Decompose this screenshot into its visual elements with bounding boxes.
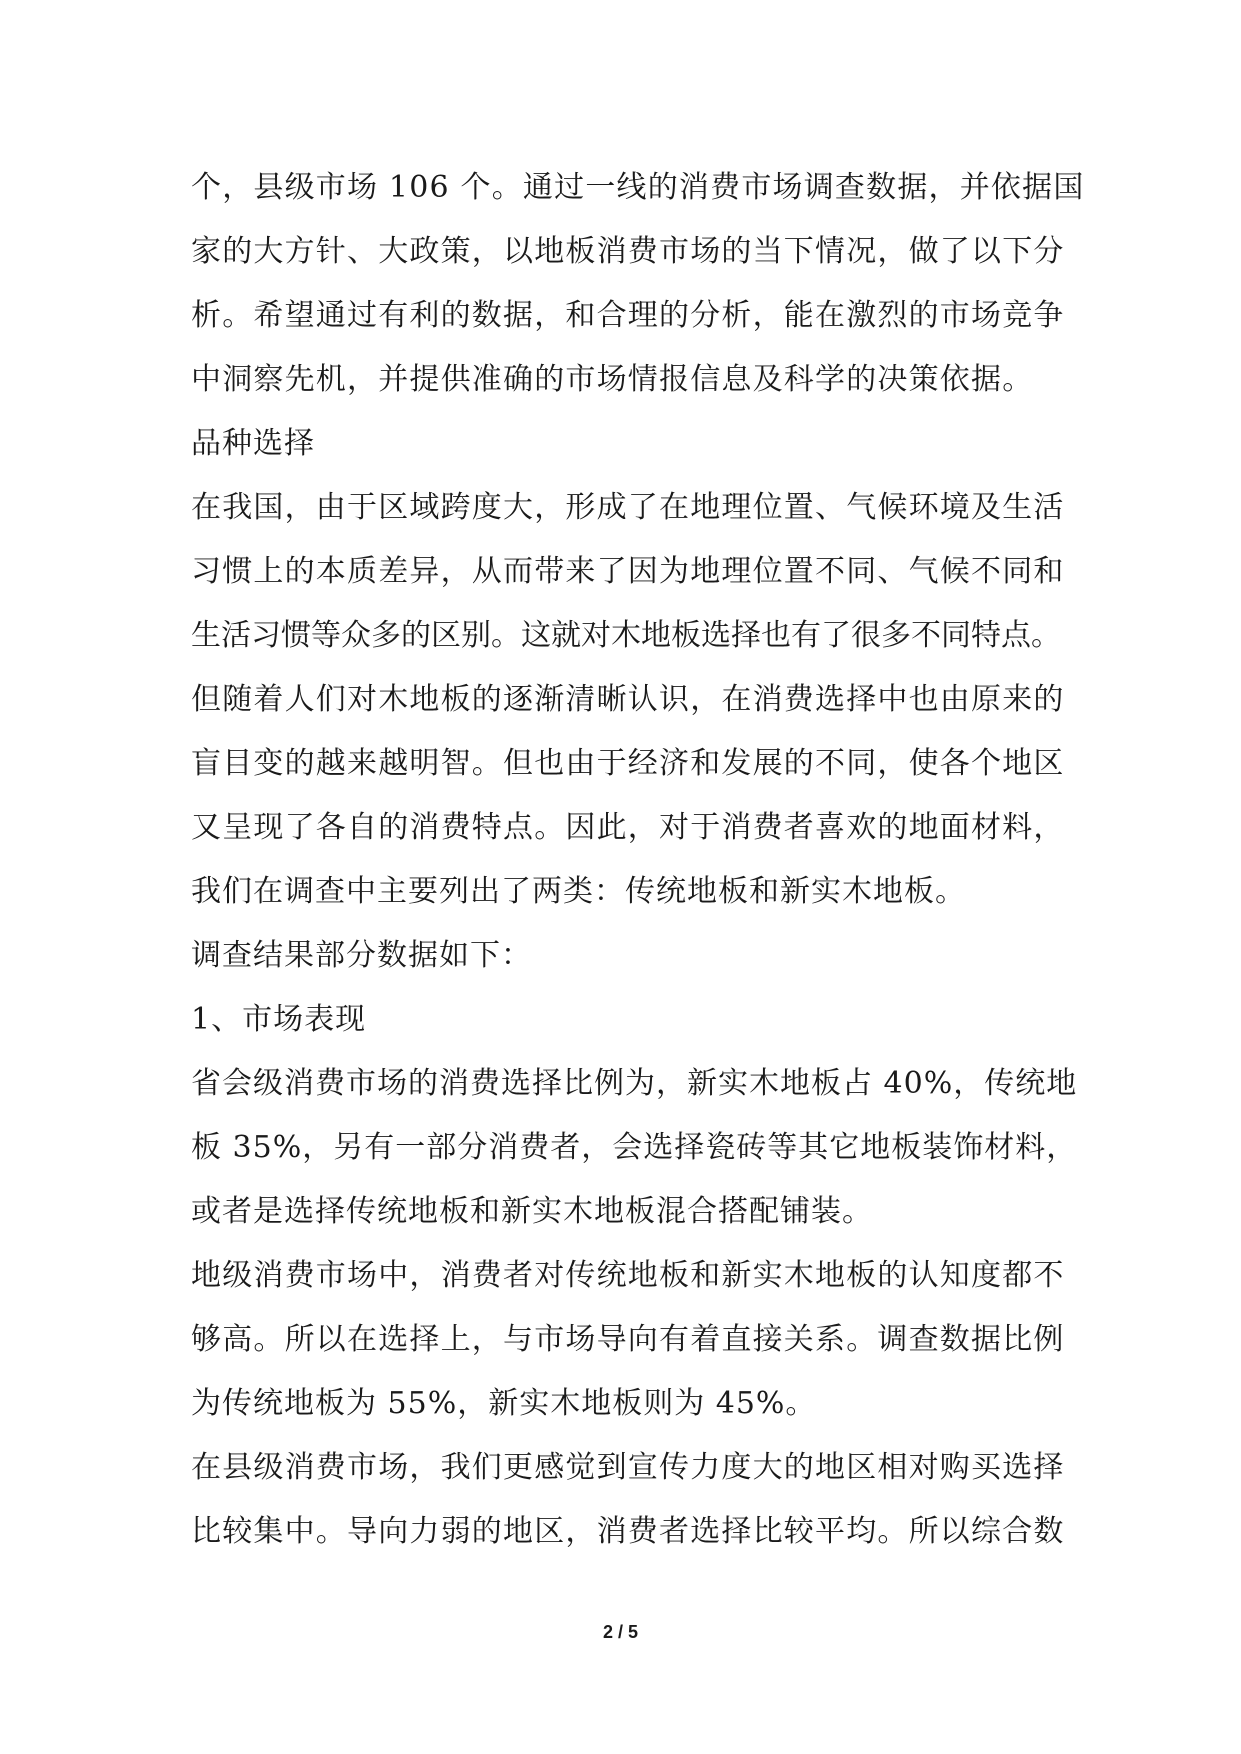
text-line: 比较集中。导向力弱的地区，消费者选择比较平均。所以综合数 [191,1514,1065,1549]
section-heading-market: 1、市场表现 [191,1002,367,1037]
text-line: 地级消费市场中，消费者对传统地板和新实木地板的认知度都不 [191,1258,1065,1293]
page-number: 2 / 5 [602,1622,639,1642]
text-line: 又呈现了各自的消费特点。因此，对于消费者喜欢的地面材料， [191,810,1065,845]
text-line: 板 35%，另有一部分消费者，会选择瓷砖等其它地板装饰材料， [191,1130,1078,1165]
text-line: 析。希望通过有利的数据，和合理的分析，能在激烈的市场竞争 [191,298,1065,333]
text-line: 或者是选择传统地板和新实木地板混合搭配铺装。 [191,1194,873,1229]
body-text [191,156,1085,1564]
text-line: 在我国，由于区域跨度大，形成了在地理位置、气候环境及生活 [191,490,1065,525]
text-line: 生活习惯等众多的区别。这就对木地板选择也有了很多不同特点。 [191,618,1061,653]
text-line: 调查结果部分数据如下： [191,938,532,973]
text-line: 省会级消费市场的消费选择比例为，新实木地板占 40%，传统地 [191,1066,1078,1101]
text-line: 在县级消费市场，我们更感觉到宣传力度大的地区相对购买选择 [191,1450,1065,1485]
text-line: 个，县级市场 106 个。通过一线的消费市场调查数据，并依据国 [191,170,1085,205]
text-line: 盲目变的越来越明智。但也由于经济和发展的不同，使各个地区 [191,746,1065,781]
text-line: 家的大方针、大政策，以地板消费市场的当下情况，做了以下分 [191,234,1065,269]
text-line: 为传统地板为 55%，新实木地板则为 45%。 [191,1386,817,1421]
text-line: 中洞察先机，并提供准确的市场情报信息及科学的决策依据。 [191,362,1034,397]
section-heading-variety: 品种选择 [191,426,315,461]
text-line: 习惯上的本质差异，从而带来了因为地理位置不同、气候不同和 [191,554,1065,589]
text-line: 我们在调查中主要列出了两类：传统地板和新实木地板。 [191,874,966,909]
text-line: 够高。所以在选择上，与市场导向有着直接关系。调查数据比例 [191,1322,1065,1357]
text-line: 但随着人们对木地板的逐渐清晰认识，在消费选择中也由原来的 [191,682,1065,717]
